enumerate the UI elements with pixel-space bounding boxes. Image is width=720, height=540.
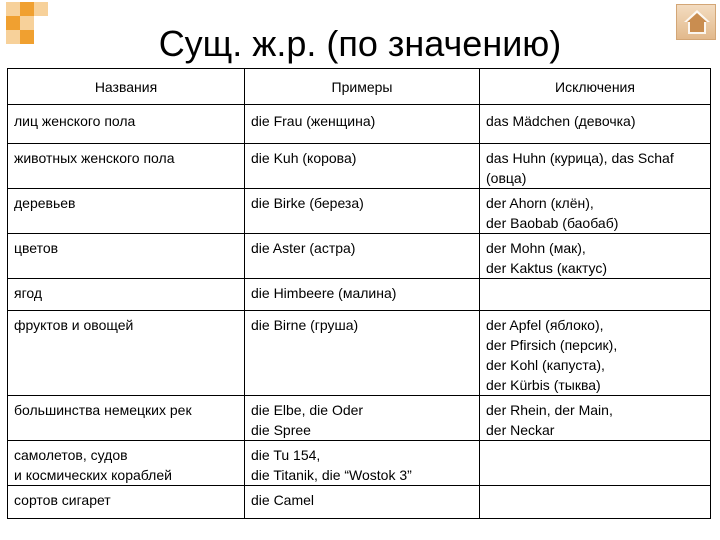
cell-example: die Frau (женщина) xyxy=(245,105,480,144)
cell-exception xyxy=(480,441,711,486)
cell-exception xyxy=(480,279,711,311)
cell-exception: der Mohn (мак), der Kaktus (кактус) xyxy=(480,234,711,279)
table-row xyxy=(8,396,711,441)
cell-example: die Birke (береза) xyxy=(245,189,480,234)
table-row xyxy=(8,279,711,311)
table-row xyxy=(8,105,711,144)
cell-category: фруктов и овощей xyxy=(8,311,245,396)
cell-exception: das Mädchen (девочка) xyxy=(480,105,711,144)
cell-category: деревьев xyxy=(8,189,245,234)
cell-example: die Camel xyxy=(245,486,480,519)
cell-category: цветов xyxy=(8,234,245,279)
cell-category: сортов сигарет xyxy=(8,486,245,519)
slide-title: Сущ. ж.р. (по значению) xyxy=(158,23,562,64)
cell-example: die Kuh (корова) xyxy=(245,144,480,189)
cell-example: die Birne (груша) xyxy=(245,311,480,396)
cell-category: самолетов, судов и космических кораблей xyxy=(8,441,245,486)
cell-category: животных женского пола xyxy=(8,144,245,189)
cell-category: большинства немецких рек xyxy=(8,396,245,441)
cell-exception: das Huhn (курица), das Schaf (овца) xyxy=(480,144,711,189)
header-exceptions: Исключения xyxy=(480,69,711,105)
nouns-table xyxy=(7,68,711,519)
cell-category: лиц женского пола xyxy=(8,105,245,144)
cell-category: ягод xyxy=(8,279,245,311)
table-row xyxy=(8,311,711,396)
cell-exception: der Rhein, der Main, der Neckar xyxy=(480,396,711,441)
header-names: Названия xyxy=(8,69,245,105)
cell-exception xyxy=(480,486,711,519)
cell-example: die Himbeere (малина) xyxy=(245,279,480,311)
cell-exception: der Apfel (яблоко), der Pfirsich (персик), der Kohl (капуста), der Kürbis (тыква) xyxy=(480,311,711,396)
table-row xyxy=(8,189,711,234)
table-row xyxy=(8,441,711,486)
cell-example: die Tu 154, die Titanik, die “Wostok 3” xyxy=(245,441,480,486)
table-row xyxy=(8,486,711,519)
table-row xyxy=(8,144,711,189)
table-header-row xyxy=(8,69,711,105)
cell-example: die Aster (астра) xyxy=(245,234,480,279)
cell-exception: der Ahorn (клён), der Baobab (баобаб) xyxy=(480,189,711,234)
header-examples: Примеры xyxy=(245,69,480,105)
table-row xyxy=(8,234,711,279)
cell-example: die Elbe, die Oder die Spree xyxy=(245,396,480,441)
